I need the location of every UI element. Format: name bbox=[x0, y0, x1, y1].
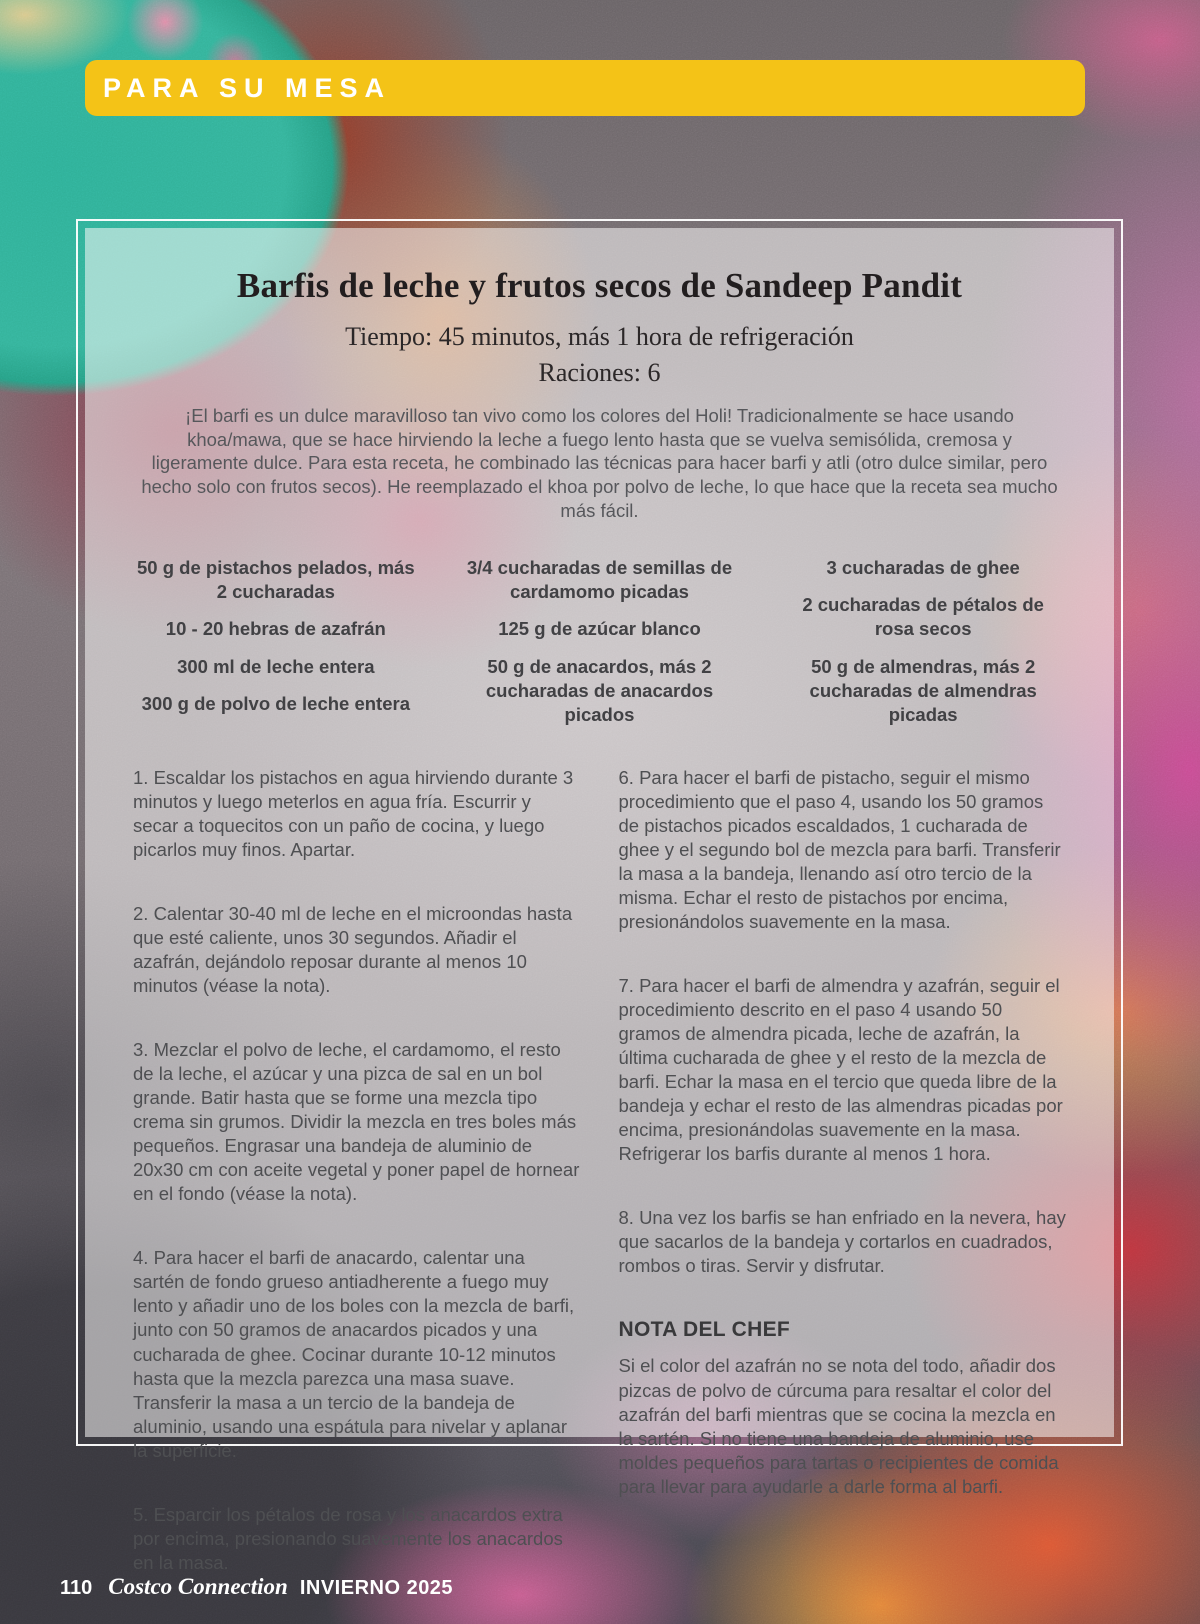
ingredient-item: 3 cucharadas de ghee bbox=[826, 557, 1020, 579]
recipe-step-1: 1. Escaldar los pistachos en agua hirviendo durante 3 minutos y luego meterlos en agua fría. Escurrir y secar a toquecitos con un paño de cocina, y luego picarlos muy finos. Apartar. bbox=[133, 766, 574, 860]
ingredient-item: 50 g de anacardos, más 2 cucharadas de anacardos picados bbox=[485, 655, 714, 725]
ingredient-item: 50 g de almendras, más 2 cucharadas de almendras picadas bbox=[809, 655, 1037, 725]
ingredient-item: 2 cucharadas de pétalos de rosa secos bbox=[802, 594, 1044, 640]
recipe-title: Barfis de leche y frutos secos de Sandeep Pandit bbox=[236, 266, 963, 305]
recipe-step-4: 4. Para hacer el barfi de anacardo, calentar una sartén de fondo grueso antiadherente a fuego muy lento y añadir uno de los boles con la mezcla de barfi, junto con 50 gramos de anacardos picados y una cucharada de ghee. Cocinar durante 10-12 minutos hasta que la mezcla parezca una masa suave. Transferir la masa a un tercio de la bandeja de aluminio, usando una espátula para nivelar y aplanar la superficie. bbox=[133, 1247, 575, 1461]
recipe-step-5: 5. Esparcir los pétalos de rosa y los anacardos extra por encima, presionando suavemente los anacardos en la masa. bbox=[133, 1503, 563, 1573]
recipe-step-8: 8. Una vez los barfis se han enfriado en la nevera, hay que sacarlos de la bandeja y cortarlos en cuadrados, rombos o tiras. Servir y disfrutar. bbox=[618, 1207, 1066, 1277]
ingredients-column-2 bbox=[457, 556, 743, 739]
steps-column-right bbox=[619, 766, 1067, 1615]
ingredient-item: 10 - 20 hebras de azafrán bbox=[165, 618, 386, 640]
page-footer bbox=[60, 1574, 453, 1600]
recipe-step-6: 6. Para hacer el barfi de pistacho, seguir el mismo procedimiento que el paso 4, usando los 50 gramos de pistachos picados escaldados, 1 cucharada de ghee y el segundo bol de mezcla para barfi. Transferir la masa a la bandeja, llenando así otro tercio de la misma. Echar el resto de pistachos por encima, presionándolos suavemente en la masa. bbox=[618, 766, 1061, 932]
instructions-section bbox=[133, 766, 1066, 1615]
steps-column-left bbox=[133, 766, 581, 1615]
page-number: 110 bbox=[60, 1577, 93, 1599]
ingredient-item: 300 g de polvo de leche entera bbox=[141, 692, 410, 714]
recipe-panel-inner bbox=[85, 228, 1114, 1573]
chef-note-body: Si el color del azafrán no se nota del todo, añadir dos pizcas de polvo de cúrcuma para resaltar el color del azafrán del barfi mientras que se cocina la mezcla en la sartén. Si no tiene una bandeja de aluminio, use moldes pequeños para tartas o recipientes de comida para llevar para ayudarle a darle forma al barfi. bbox=[618, 1355, 1059, 1497]
ingredients-column-1 bbox=[133, 556, 419, 739]
ingredient-item: 3/4 cucharadas de semillas de cardamomo picadas bbox=[466, 557, 733, 603]
chef-note-title: NOTA DEL CHEF bbox=[618, 1318, 791, 1342]
recipe-time: Tiempo: 45 minutos, más 1 hora de refrigeración bbox=[345, 322, 854, 351]
recipe-intro: ¡El barfi es un dulce maravilloso tan vivo como los colores del Holi! Tradicionalmente se hace usando khoa/mawa, que se hace hirviendo la leche a fuego lento hasta que se vuelva semisólida, cremosa y ligeramente dulce. Para esta receta, he combinado las técnicas para hacer barfi y atli (otro dulce similar, pero hecho solo con frutos secos). He reemplazado el khoa por polvo de leche, lo que hace que la receta sea mucho más fácil. bbox=[141, 405, 1058, 521]
recipe-servings: Raciones: 6 bbox=[538, 358, 661, 387]
ingredient-item: 50 g de pistachos pelados, más 2 cucharadas bbox=[137, 557, 415, 603]
ingredients-section bbox=[133, 556, 1066, 739]
issue-label: INVIERNO 2025 bbox=[299, 1577, 454, 1599]
section-banner-label: PARA SU MESA bbox=[103, 72, 392, 103]
ingredient-item: 125 g de azúcar blanco bbox=[498, 618, 701, 640]
ingredients-column-3 bbox=[780, 556, 1066, 739]
recipe-step-2: 2. Calentar 30-40 ml de leche en el microondas hasta que esté caliente, unos 30 segundos. Añadir el azafrán, dejándolo reposar durante al menos 10 minutos (véase la nota). bbox=[133, 902, 573, 996]
magazine-name: Costco Connection bbox=[108, 1574, 288, 1599]
recipe-step-7: 7. Para hacer el barfi de almendra y azafrán, seguir el procedimiento descrito en el paso 4 usando 50 gramos de almendra picada, leche de azafrán, la última cucharada de ghee y el resto de la mezcla de barfi. Echar la masa en el tercio que queda libre de la bandeja y echar el resto de las almendras picadas por encima, presionándolas suavemente en la masa. Refrigerar los barfis durante al menos 1 hora. bbox=[618, 974, 1063, 1165]
recipe-step-3: 3. Mezclar el polvo de leche, el cardamomo, el resto de la leche, el azúcar y una pizca de sal en un bol grande. Batir hasta que se forme una mezcla tipo crema sin grumos. Dividir la mezcla en tres boles más pequeños. Engrasar una bandeja de aluminio de 20x30 cm con aceite vegetal y poner papel de hornear en el fondo (véase la nota). bbox=[133, 1039, 580, 1205]
section-banner bbox=[85, 60, 1085, 116]
recipe-panel bbox=[76, 219, 1123, 1573]
ingredient-item: 300 ml de leche entera bbox=[177, 655, 375, 677]
